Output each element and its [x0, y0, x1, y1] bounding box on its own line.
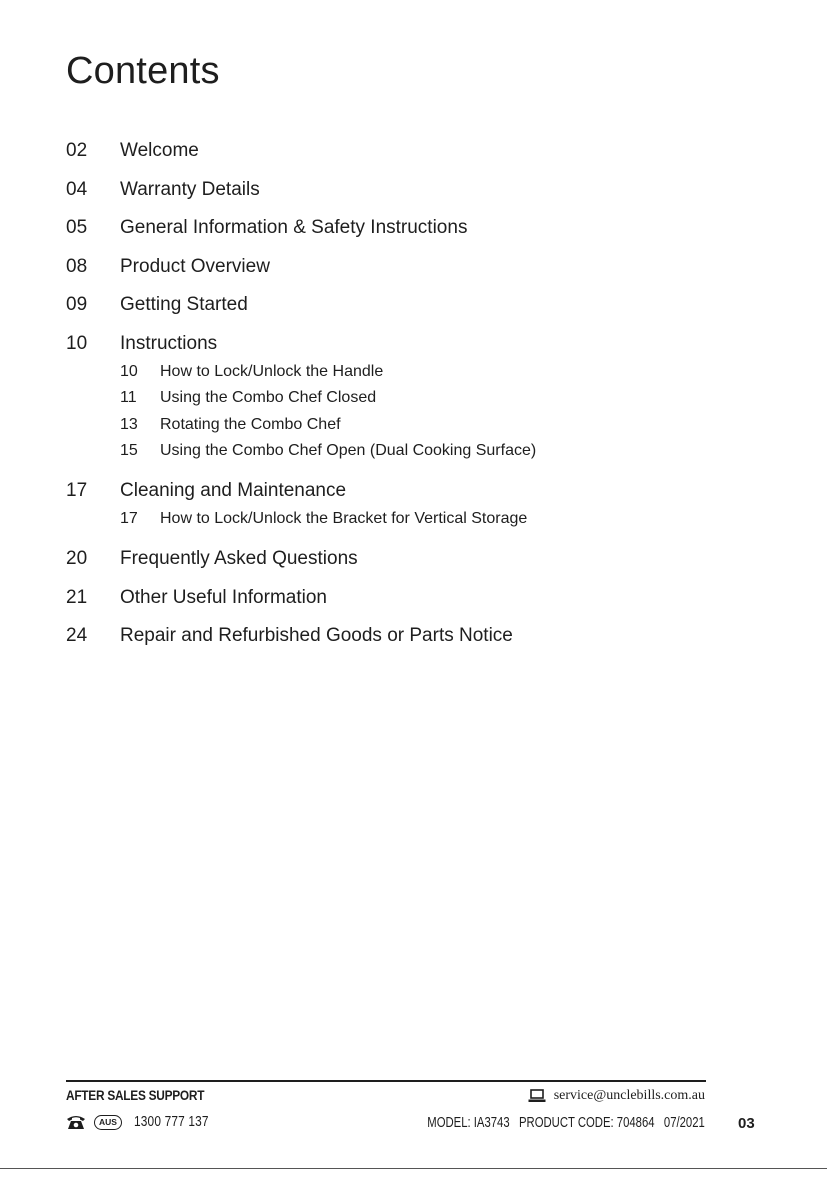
- toc-entry: [66, 215, 766, 240]
- toc-subsection-page-number: 10: [120, 362, 138, 380]
- email-address: service@unclebills.com.au: [553, 1088, 705, 1103]
- toc-page-number: 08: [66, 255, 88, 277]
- aus-badge: AUS: [94, 1115, 122, 1130]
- toc-subsection-page-number: 15: [120, 442, 138, 459]
- toc-subsection-page-number: 13: [120, 415, 138, 433]
- toc-entry: [66, 138, 766, 163]
- toc-page-number: 04: [66, 178, 88, 200]
- toc-row: [66, 478, 766, 503]
- table-of-contents: [66, 138, 766, 662]
- print-date: 07/2021: [664, 1115, 705, 1131]
- toc-entry: [66, 254, 766, 279]
- toc-section-title: Instructions: [120, 332, 218, 354]
- toc-subsection-row: [120, 438, 766, 465]
- toc-subsection-title: Rotating the Combo Chef: [160, 415, 341, 433]
- toc-entry: [66, 331, 766, 465]
- footer-model-info: [427, 1115, 705, 1131]
- toc-subsection-title: Using the Combo Chef Open (Dual Cooking Surface): [160, 442, 537, 459]
- footer-heading: AFTER SALES SUPPORT: [66, 1088, 205, 1103]
- toc-row: [66, 331, 766, 356]
- toc-entry: [66, 478, 766, 533]
- toc-section-title: Cleaning and Maintenance: [120, 480, 347, 501]
- phone-number: 1300 777 137: [133, 1114, 209, 1130]
- toc-subsection-list: [120, 506, 766, 533]
- toc-row: [66, 292, 766, 317]
- toc-section-title: Warranty Details: [120, 178, 260, 200]
- toc-section-title: Getting Started: [120, 294, 248, 315]
- toc-section-title: Product Overview: [120, 255, 270, 277]
- footer-email: [528, 1088, 705, 1104]
- toc-section-title: Other Useful Information: [120, 586, 327, 608]
- toc-entry: [66, 546, 766, 571]
- toc-entry: [66, 585, 766, 610]
- page-title: Contents: [66, 50, 220, 92]
- bottom-divider: [0, 1168, 827, 1169]
- toc-subsection-row: [120, 385, 766, 412]
- product-code: PRODUCT CODE: 704864: [519, 1115, 655, 1131]
- toc-row: [66, 177, 766, 202]
- toc-page-number: 09: [66, 294, 88, 315]
- toc-row: [66, 215, 766, 240]
- toc-subsection-row: [120, 506, 766, 533]
- phone-icon: [66, 1114, 86, 1130]
- footer-phone: [66, 1114, 225, 1130]
- page-number: 03: [738, 1115, 755, 1132]
- toc-entry: [66, 623, 766, 648]
- toc-subsection-title: How to Lock/Unlock the Bracket for Vertical Storage: [160, 510, 528, 527]
- toc-section-title: Welcome: [120, 140, 199, 161]
- toc-section-title: General Information & Safety Instructions: [120, 217, 468, 238]
- toc-row: [66, 585, 766, 610]
- laptop-icon: [528, 1089, 546, 1103]
- toc-subsection-page-number: 17: [120, 510, 138, 527]
- footer-divider: [66, 1080, 706, 1082]
- toc-row: [66, 546, 766, 571]
- toc-section-title: Repair and Refurbished Goods or Parts Notice: [120, 625, 513, 646]
- toc-subsection-row: [120, 412, 766, 439]
- toc-page-number: 02: [66, 140, 88, 161]
- toc-page-number: 05: [66, 217, 88, 238]
- toc-row: [66, 138, 766, 163]
- toc-subsection-row: [120, 359, 766, 386]
- toc-subsection-title: Using the Combo Chef Closed: [160, 389, 377, 406]
- toc-page-number: 10: [66, 332, 88, 354]
- toc-row: [66, 623, 766, 648]
- toc-entry: [66, 177, 766, 202]
- toc-page-number: 24: [66, 625, 88, 646]
- toc-subsection-title: How to Lock/Unlock the Handle: [160, 362, 384, 380]
- toc-page-number: 20: [66, 548, 88, 569]
- model-number: MODEL: IA3743: [427, 1115, 510, 1131]
- toc-subsection-list: [120, 359, 766, 465]
- toc-subsection-page-number: 11: [120, 389, 137, 406]
- toc-page-number: 21: [66, 586, 88, 608]
- toc-page-number: 17: [66, 480, 88, 501]
- toc-entry: [66, 292, 766, 317]
- toc-row: [66, 254, 766, 279]
- toc-section-title: Frequently Asked Questions: [120, 548, 358, 569]
